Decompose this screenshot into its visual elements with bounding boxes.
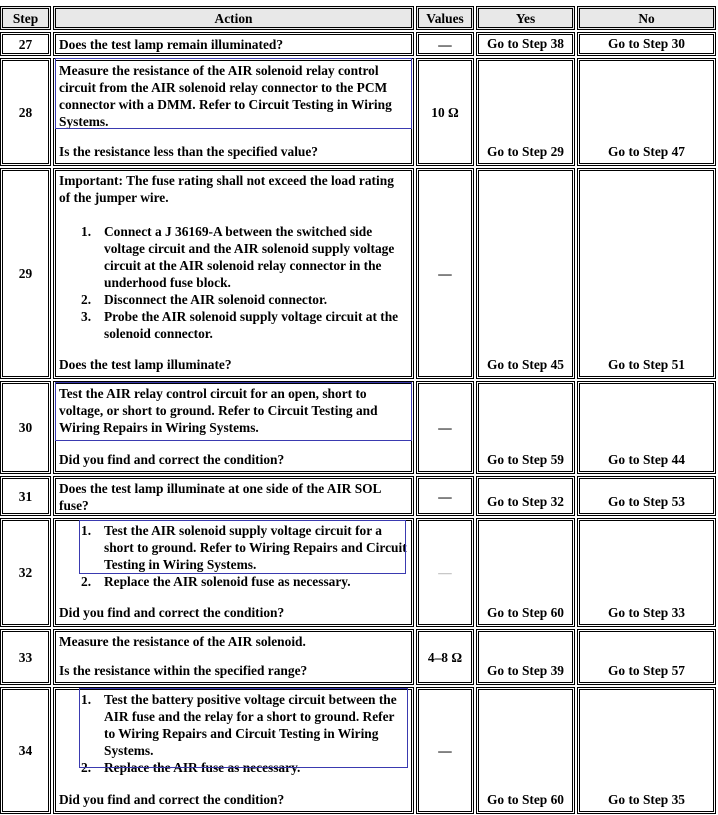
- value-cell: [416, 58, 474, 166]
- value-text: 10 Ω: [431, 104, 459, 120]
- yes-link[interactable]: Go to Step 39: [487, 663, 564, 678]
- action-cell: [53, 476, 414, 516]
- action-text: Does the test lamp remain illuminated?: [59, 37, 284, 52]
- action-question: Did you find and correct the condition?: [59, 452, 285, 467]
- value-text: —: [438, 36, 452, 52]
- value-cell: [416, 168, 474, 379]
- step-number: 33: [18, 649, 33, 665]
- action-question: Does the test lamp illuminate?: [59, 357, 232, 372]
- yes-link[interactable]: Go to Step 32: [487, 494, 564, 509]
- no-cell: [577, 58, 716, 166]
- no-link[interactable]: Go to Step 53: [608, 494, 685, 509]
- action-text: Does the test lamp illuminate at one side of the AIR SOL fuse?: [59, 481, 381, 513]
- step-cell: [0, 518, 51, 627]
- no-cell: [577, 381, 716, 474]
- important-note: Important: The fuse rating shall not exceed the load rating of the jumper wire.: [59, 173, 394, 205]
- step-number: 29: [18, 266, 33, 281]
- list-item: 1. Connect a J 36169-A between the switched side voltage circuit and the AIR solenoid supply voltage circuit at the AIR solenoid relay connector in the underhood fuse block.: [81, 224, 395, 290]
- no-cell: [577, 518, 716, 627]
- no-cell: [577, 476, 716, 516]
- value-text: —: [438, 488, 452, 504]
- value-text: —: [438, 266, 452, 281]
- step-cell: [0, 58, 51, 166]
- no-link[interactable]: Go to Step 35: [608, 792, 685, 807]
- action-question: Did you find and correct the condition?: [59, 792, 285, 807]
- step-cell: [0, 168, 51, 379]
- header-action-label: Action: [214, 10, 253, 26]
- list-item-text: Test the battery positive voltage circuit between the AIR fuse and the relay for a short to ground. Refer to Wiring Repairs and Circuit Testing in Wiring Systems.: [104, 692, 397, 758]
- no-link[interactable]: Go to Step 57: [608, 663, 685, 678]
- value-text: —: [438, 420, 452, 435]
- list-item: 1. Test the battery positive voltage circuit between the AIR fuse and the relay for a short to ground. Refer to Wiring Repairs and Circuit Testing in Wiring Systems.: [81, 692, 397, 758]
- selection-highlight: [55, 382, 412, 441]
- yes-cell: [476, 168, 575, 379]
- yes-link[interactable]: Go to Step 29: [487, 144, 564, 159]
- header-no: [577, 6, 716, 30]
- action-text: Measure the resistance of the AIR solenoid.: [59, 634, 306, 649]
- list-item-text: Replace the AIR fuse as necessary.: [104, 760, 301, 775]
- step-cell: [0, 32, 51, 56]
- value-cell: [416, 32, 474, 56]
- header-yes: [476, 6, 575, 30]
- action-cell: [53, 629, 414, 685]
- value-cell: [416, 518, 474, 627]
- no-cell: [577, 168, 716, 379]
- yes-cell: [476, 687, 575, 814]
- list-item: 2. Disconnect the AIR solenoid connector.: [81, 292, 328, 307]
- yes-link[interactable]: Go to Step 60: [487, 792, 564, 807]
- no-link[interactable]: Go to Step 51: [608, 357, 685, 372]
- value-cell: [416, 687, 474, 814]
- selection-highlight: [79, 688, 408, 768]
- yes-cell: [476, 58, 575, 166]
- yes-cell: [476, 32, 575, 56]
- header-action: [53, 6, 414, 30]
- action-cell: [53, 32, 414, 56]
- list-item: 2. Replace the AIR solenoid fuse as necessary.: [81, 574, 351, 589]
- yes-cell: [476, 381, 575, 474]
- yes-link[interactable]: Go to Step 60: [487, 605, 564, 620]
- yes-link[interactable]: Go to Step 38: [487, 36, 564, 51]
- header-values: [416, 6, 474, 30]
- no-link[interactable]: Go to Step 44: [608, 452, 685, 467]
- step-cell: [0, 629, 51, 685]
- value-cell: [416, 476, 474, 516]
- list-item-text: Disconnect the AIR solenoid connector.: [104, 292, 328, 307]
- action-question: Is the resistance within the specified range?: [59, 663, 308, 678]
- value-cell: [416, 629, 474, 685]
- action-text: Measure the resistance of the AIR solenoid relay control circuit from the AIR solenoid relay connector to the PCM connector with a DMM. Refer to Circuit Testing in Wiring Systems.: [59, 63, 392, 129]
- no-cell: [577, 32, 716, 56]
- list-item: 2. Replace the AIR fuse as necessary.: [81, 760, 301, 775]
- selection-highlight: [55, 58, 412, 129]
- no-link[interactable]: Go to Step 33: [608, 605, 685, 620]
- yes-link[interactable]: Go to Step 59: [487, 452, 564, 467]
- value-cell: [416, 381, 474, 474]
- action-text: Test the AIR relay control circuit for an open, short to voltage, or short to ground. Refer to Circuit Testing and Wiring Repairs in Wiring Systems.: [59, 386, 378, 435]
- list-item: 3. Probe the AIR solenoid supply voltage circuit at the solenoid connector.: [81, 309, 399, 341]
- list-item-text: Probe the AIR solenoid supply voltage circuit at the solenoid connector.: [104, 309, 399, 341]
- action-question: Is the resistance less than the specified value?: [59, 144, 318, 159]
- step-number: 27: [18, 36, 33, 52]
- value-text: —: [438, 565, 452, 580]
- step-number: 32: [18, 565, 33, 580]
- step-number: 31: [18, 488, 33, 504]
- list-item-text: Replace the AIR solenoid fuse as necessary.: [104, 574, 351, 589]
- yes-link[interactable]: Go to Step 45: [487, 357, 564, 372]
- no-link[interactable]: Go to Step 30: [608, 36, 685, 51]
- action-question: Did you find and correct the condition?: [59, 605, 285, 620]
- step-number: 28: [18, 104, 33, 120]
- selection-highlight: [79, 520, 406, 574]
- list-item: 1. Test the AIR solenoid supply voltage circuit for a short to ground. Refer to Wiring Repairs and Circuit Testing in Wiring Systems.: [81, 523, 407, 572]
- value-text: 4–8 Ω: [427, 649, 463, 665]
- instruction-list: [59, 223, 408, 342]
- yes-cell: [476, 476, 575, 516]
- step-cell: [0, 381, 51, 474]
- header-step: [0, 6, 51, 30]
- step-cell: [0, 476, 51, 516]
- list-item-text: Test the AIR solenoid supply voltage circuit for a short to ground. Refer to Wiring Repairs and Circuit Testing in Wiring Systems.: [104, 523, 407, 572]
- value-text: —: [438, 743, 452, 758]
- step-cell: [0, 687, 51, 814]
- yes-cell: [476, 518, 575, 627]
- list-item-text: Connect a J 36169-A between the switched side voltage circuit and the AIR solenoid supply voltage circuit at the AIR solenoid relay connector in the underhood fuse block.: [104, 224, 395, 290]
- no-cell: [577, 687, 716, 814]
- no-link[interactable]: Go to Step 47: [608, 144, 685, 159]
- header-yes-label: Yes: [515, 10, 536, 26]
- header-no-label: No: [638, 10, 655, 26]
- step-number: 30: [18, 420, 33, 435]
- step-number: 34: [18, 743, 33, 758]
- action-cell: [53, 168, 414, 379]
- header-values-label: Values: [426, 10, 464, 26]
- no-cell: [577, 629, 716, 685]
- yes-cell: [476, 629, 575, 685]
- header-step-label: Step: [12, 10, 39, 26]
